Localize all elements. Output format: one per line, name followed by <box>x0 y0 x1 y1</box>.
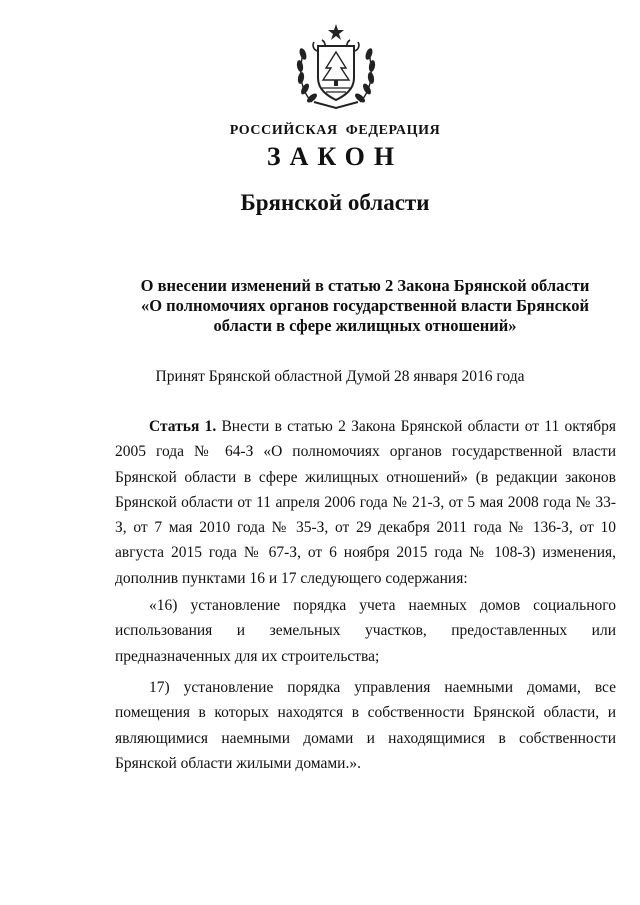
law-title <box>100 276 630 336</box>
amendment-item-16: «16) установление порядка учета наемных домов социального использования и земельных участков, предоставленных или предназначенных для их строительства; <box>115 597 616 665</box>
article-1-paragraph <box>115 414 616 591</box>
article-text: Внести в статью 2 Закона Брянской области от 11 октября 2005 года № 64-З «О полномочиях органов государственной власти Брянской области в сфере жилищных отношений» (в редакции законов Брянской области от 11 апреля 2006 года № 21-З, от 5 мая 2008 года № 33-З, от 7 мая 2010 года № 35-З, от 29 декабря 2011 года № 136-З, от 10 августа 2015 года № 67-З, от 6 ноября 2015 года № 108-З) изменения, дополнив пунктами 16 и 17 следующего содержания: <box>115 418 617 587</box>
coat-of-arms-icon <box>294 20 378 110</box>
region-name: Брянской области <box>240 190 430 215</box>
law-title-line: «О полномочиях органов государственной власти Брянской <box>140 296 590 315</box>
country-name: РОССИЙСКАЯ ФЕДЕРАЦИЯ <box>229 123 441 138</box>
article-label: Статья 1. <box>149 418 217 435</box>
adoption-note: Принят Брянской областной Думой 28 января 2016 года <box>155 368 525 385</box>
amendment-item-17: 17) установление порядка управления наемными домами, все помещения в которых находятся в собственности Брянской области, и являющимися наемными домами и находящимися в собственности Брянской области жилыми домами.». <box>115 678 616 772</box>
law-title-line: области в сфере жилищных отношений» <box>213 316 517 335</box>
document-type: ЗАКОН <box>266 142 404 171</box>
law-body <box>115 414 616 782</box>
law-title-line: О внесении изменений в статью 2 Закона Брянской области <box>140 276 590 295</box>
